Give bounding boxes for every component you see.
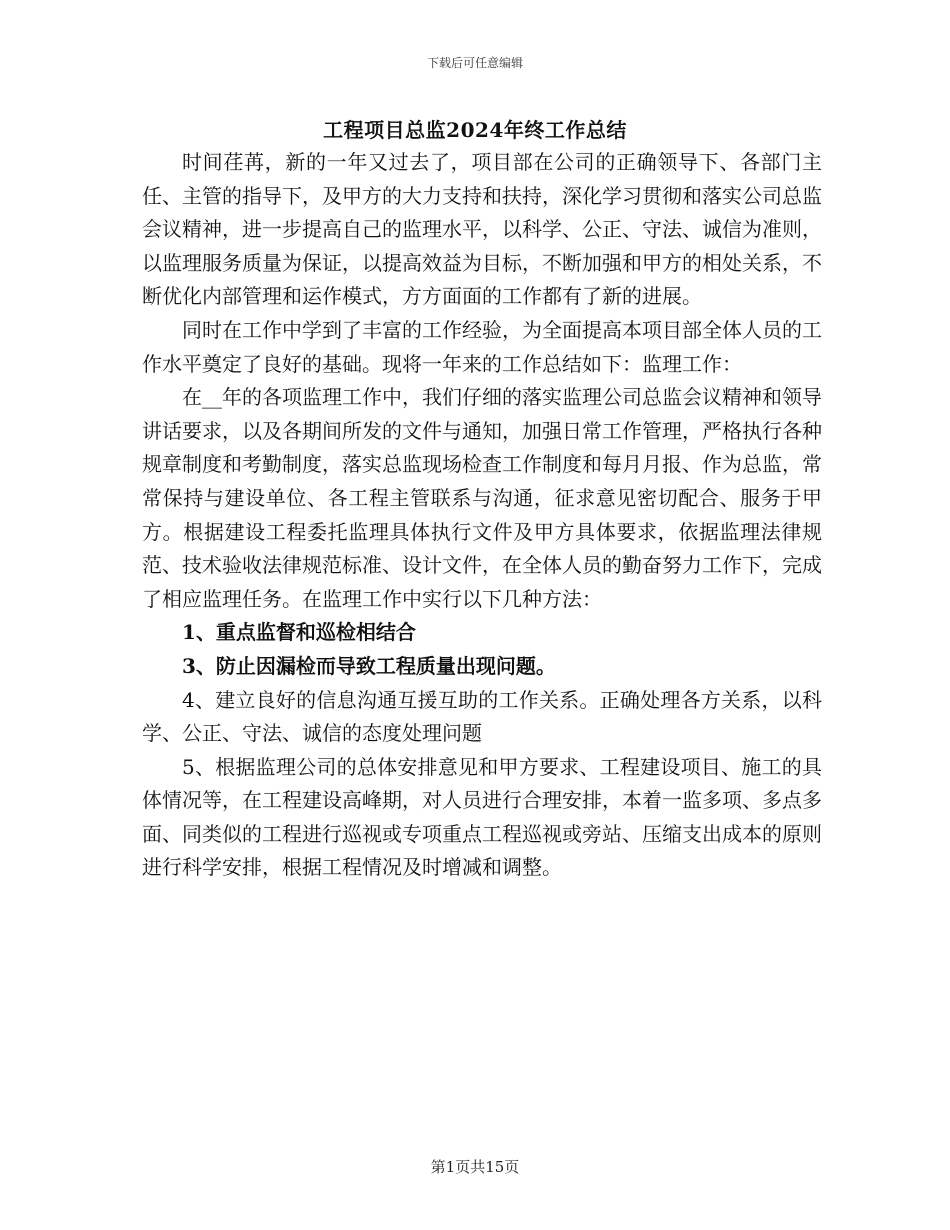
document-body [142,146,822,885]
list-item-5: 5、根据监理公司的总体安排意见和甲方要求、工程建设项目、施工的具体情况等，在工程建设高峰期，对人员进行合理安排，本着一监多项、多点多面、同类似的工程进行巡视或专项重点工程巡视或旁站、压缩支出成本的原则进行科学安排，根据工程情况及时增减和调整。 [142,754,822,880]
list-item-3: 3、防止因漏检而导致工程质量出现问题。 [182,653,556,678]
document-title: 工程项目总监2024年终工作总结 [323,118,627,142]
header-note: 下载后可任意编辑 [426,56,523,70]
paragraph-intro: 时间荏苒，新的一年又过去了，项目部在公司的正确领导下、各部门主任、主管的指导下，及甲方的大力支持和扶持，深化学习贯彻和落实公司总监会议精神，进一步提高自己的监理水平，以科学、公正、守法、诚信为准则，以监理服务质量为保证，以提高效益为目标，不断加强和甲方的相处关系，不断优化内部管理和运作模式，方方面面的工作都有了新的进展。 [142,150,822,309]
paragraph-supervision-work: 在__年的各项监理工作中，我们仔细的落实监理公司总监会议精神和领导讲话要求，以及各期间所发的文件与通知，加强日常工作管理，严格执行各种规章制度和考勤制度，落实总监现场检查工作制度和每月月报、作为总监，常常保持与建设单位、各工程主管联系与沟通，征求意见密切配合、服务于甲方。根据建设工程委托监理具体执行文件及甲方具体要求，依据监理法律规范、技术验收法律规范标准、设计文件，在全体人员的勤奋努力工作下，完成了相应监理任务。在监理工作中实行以下几种方法： [142,385,822,611]
list-item-4: 4、建立良好的信息沟通互援互助的工作关系。正确处理各方关系，以科学、公正、守法、诚信的态度处理问题 [142,687,822,746]
page-number: 第1页共15页 [430,1158,520,1176]
list-item-1: 1、重点监督和巡检相结合 [182,620,416,645]
paragraph-experience: 同时在工作中学到了丰富的工作经验，为全面提高本项目部全体人员的工作水平奠定了良好的基础。现将一年来的工作总结如下：监理工作： [142,317,822,376]
